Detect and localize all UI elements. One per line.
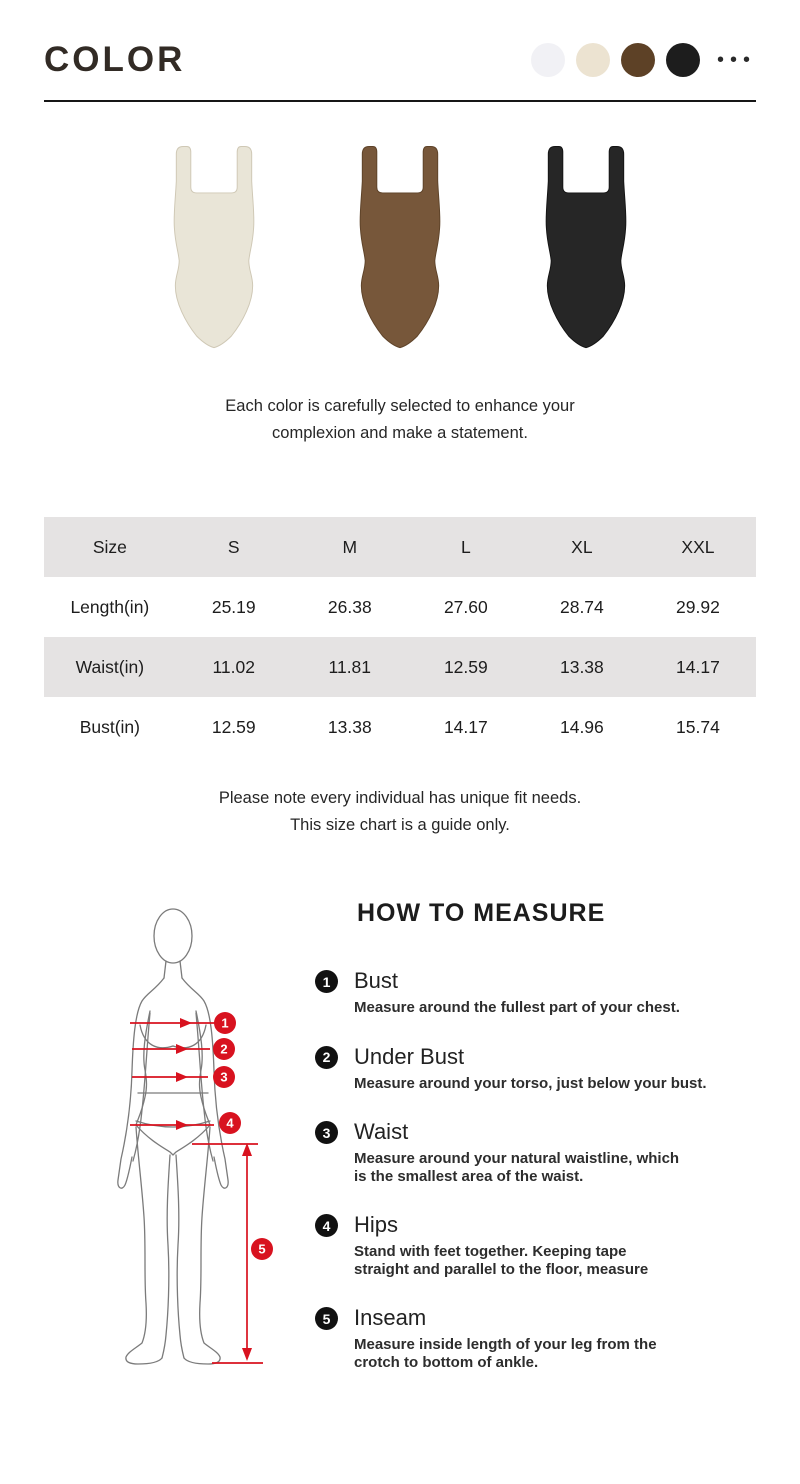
measure-step-bust: [315, 968, 715, 1017]
size-value-cell: 13.38: [327, 716, 372, 737]
size-chart-row: [44, 577, 756, 637]
note-line: Please note every individual has unique fit needs.: [218, 789, 582, 807]
step-body: [354, 1119, 679, 1185]
how-to-measure-section: [0, 895, 800, 1405]
size-row-label: Length(in): [70, 596, 150, 617]
size-value-cell: 12.59: [211, 716, 256, 737]
measurement-arrows: [130, 1015, 266, 1363]
section-title-color: COLOR: [44, 40, 186, 79]
step-description: Measure around the fullest part of your chest.: [354, 999, 680, 1016]
size-value-cell: 13.38: [559, 656, 604, 677]
size-chart-header-row: [44, 517, 756, 577]
step-title: Hips: [354, 1212, 399, 1237]
size-value-cell: 28.74: [559, 596, 604, 617]
measure-step-under-bust: [315, 1044, 715, 1093]
step-description: Measure around your natural waistline, which is the smallest area of the waist.: [354, 1150, 680, 1185]
cream-bodysuit-image: [156, 138, 272, 360]
size-row-label: Waist(in): [75, 656, 145, 677]
bodysuit-images: [0, 138, 800, 360]
caption-line: complexion and make a statement.: [272, 424, 528, 442]
size-value-cell: 14.17: [676, 656, 720, 677]
size-col-header: Size: [92, 536, 127, 557]
step-body: [354, 968, 680, 1017]
step-description: Measure around your torso, just below your bust.: [354, 1074, 707, 1092]
step-number-badge: 3: [315, 1121, 338, 1144]
color-swatch-cream[interactable]: [576, 43, 610, 77]
figure-step-badges: [213, 1012, 273, 1260]
color-swatch-black[interactable]: [666, 43, 700, 77]
measure-step-list: [315, 968, 715, 1371]
step-description: Stand with feet together. Keeping tape straight and parallel to the floor, measure: [354, 1243, 649, 1278]
black-bodysuit-image: [528, 138, 644, 360]
color-swatch-row: [531, 43, 756, 77]
step-number-badge: 5: [315, 1307, 338, 1330]
measure-step-inseam: [315, 1305, 715, 1371]
size-row-label: Bust(in): [79, 716, 140, 737]
size-value-cell: 27.60: [443, 596, 488, 617]
step-number-badge: 1: [315, 970, 338, 993]
size-col-header: XL: [571, 536, 593, 557]
size-chart-row: [44, 697, 756, 757]
size-value-cell: 14.96: [559, 716, 604, 737]
measurement-figure-diagram: [100, 895, 300, 1385]
figure-badge-1: 1: [221, 1015, 229, 1031]
step-body: [354, 1305, 657, 1371]
step-body: [354, 1044, 707, 1093]
body-outline: [118, 909, 228, 1364]
figure-badge-5: 5: [258, 1241, 266, 1257]
more-colors-dots: •••: [716, 49, 756, 71]
size-value-cell: 14.17: [443, 716, 488, 737]
size-value-cell: 29.92: [676, 596, 720, 617]
brown-bodysuit-image: [342, 138, 458, 360]
how-to-measure-title: HOW TO MEASURE: [357, 899, 606, 927]
figure-badge-2: 2: [220, 1041, 228, 1057]
size-col-header: M: [342, 536, 358, 557]
size-chart-table: [44, 517, 756, 757]
step-title: Under Bust: [354, 1043, 465, 1069]
size-col-header: S: [227, 536, 240, 557]
size-value-cell: 15.74: [676, 716, 720, 737]
step-title: Bust: [354, 968, 399, 993]
size-col-header: XXL: [681, 536, 715, 557]
note-line: This size chart is a guide only.: [290, 816, 510, 834]
step-body: [354, 1212, 648, 1278]
step-title: Waist: [354, 1119, 409, 1144]
body-figure-svg: [100, 895, 300, 1385]
figure-badge-4: 4: [226, 1115, 234, 1131]
size-value-cell: 26.38: [327, 596, 372, 617]
size-col-header: L: [460, 536, 471, 557]
step-description: Measure inside length of your leg from the crotch to bottom of ankle.: [354, 1336, 657, 1371]
size-value-cell: 25.19: [211, 596, 256, 617]
color-caption: [0, 393, 800, 447]
measure-step-waist: [315, 1119, 715, 1185]
measure-step-hips: [315, 1212, 715, 1278]
size-chart-row: [44, 637, 756, 697]
size-value-cell: 11.02: [212, 656, 255, 677]
size-chart-note: [0, 785, 800, 839]
step-number-badge: 4: [315, 1214, 338, 1237]
size-value-cell: 12.59: [443, 656, 488, 677]
measure-instructions: [315, 899, 715, 1398]
color-swatch-white[interactable]: [531, 43, 565, 77]
step-number-badge: 2: [315, 1046, 338, 1069]
color-header: [44, 40, 756, 102]
caption-line: Each color is carefully selected to enhance your: [225, 397, 575, 415]
size-value-cell: 11.81: [328, 656, 372, 677]
step-title: Inseam: [354, 1305, 427, 1330]
figure-badge-3: 3: [220, 1069, 228, 1085]
color-swatch-brown[interactable]: [621, 43, 655, 77]
